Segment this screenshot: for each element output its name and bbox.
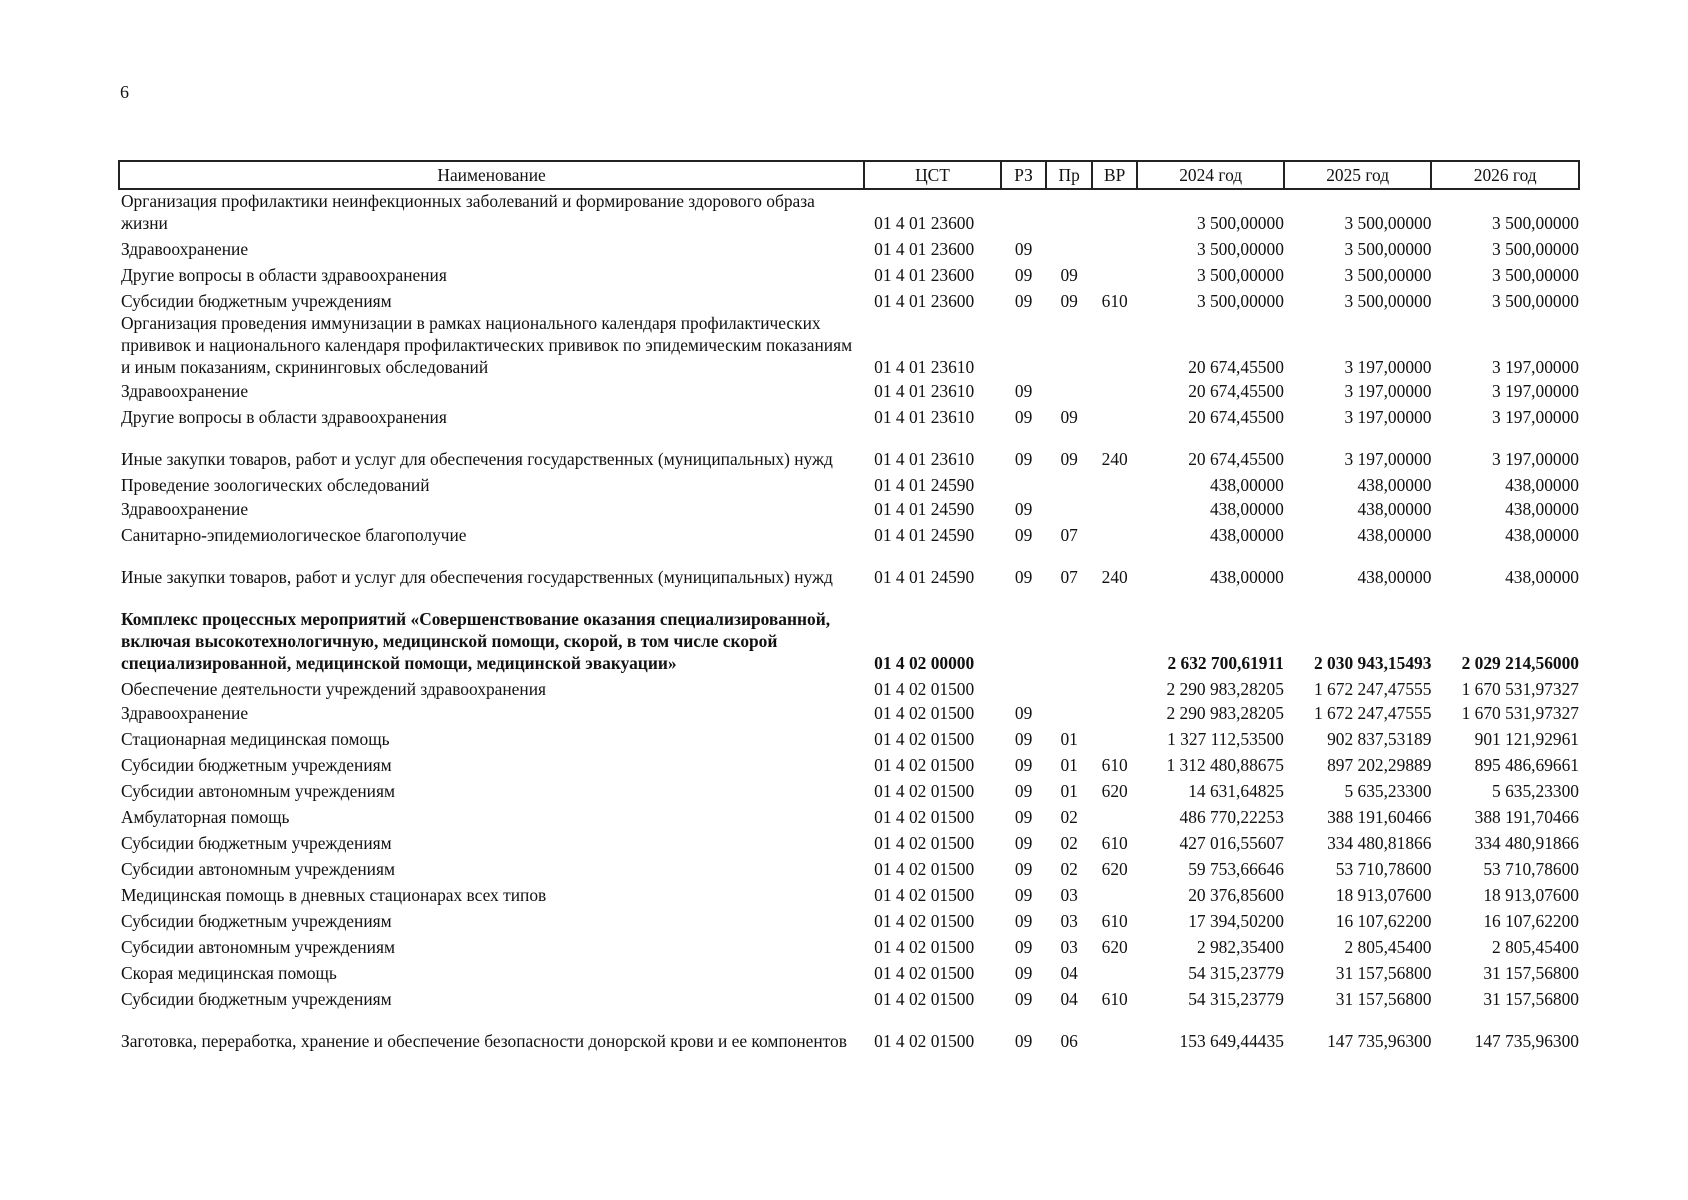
row-pr <box>1046 189 1092 234</box>
table-body <box>119 189 1579 1052</box>
row-name: Здравоохранение <box>121 499 249 519</box>
row-vr <box>1092 496 1138 520</box>
row-name: Субсидии автономным учреждениям <box>121 937 395 957</box>
row-vr: 610 <box>1101 989 1128 1009</box>
row-2026: 18 913,07600 <box>1483 885 1579 905</box>
row-pr <box>1046 674 1092 700</box>
table-row <box>119 428 1579 470</box>
row-2026: 438,00000 <box>1505 499 1579 519</box>
table-row <box>119 880 1579 906</box>
row-cst: 01 4 02 01500 <box>874 807 975 827</box>
row-2026: 901 121,92961 <box>1474 729 1579 749</box>
row-rz: 09 <box>1014 833 1033 853</box>
row-cst: 01 4 02 01500 <box>874 729 975 749</box>
row-2025: 16 107,62200 <box>1335 911 1432 931</box>
row-2025: 3 197,00000 <box>1344 449 1432 469</box>
row-name: Амбулаторная помощь <box>121 807 290 827</box>
header-2024: 2024 год <box>1137 161 1283 189</box>
row-2026: 31 157,56800 <box>1483 963 1579 983</box>
row-2024: 20 674,45500 <box>1188 381 1284 401</box>
row-2026: 3 500,00000 <box>1492 213 1579 233</box>
row-pr: 09 <box>1060 407 1078 427</box>
row-vr <box>1092 234 1138 260</box>
row-rz: 09 <box>1014 989 1033 1009</box>
row-pr: 04 <box>1060 963 1078 983</box>
row-cst: 01 4 01 23610 <box>874 381 975 401</box>
row-pr: 03 <box>1060 937 1078 957</box>
row-name: Комплекс процессных мероприятий «Совершенствование оказания специализированной, включая высокотехнологичную, медицинской помощи, скорой, в том числе скорой специализированной, медицинской помощи, медицинской эвакуации» <box>121 609 831 673</box>
row-rz <box>1001 470 1047 496</box>
table-row <box>119 674 1579 700</box>
row-vr <box>1092 880 1138 906</box>
row-vr <box>1092 588 1138 674</box>
table-header-row <box>119 161 1579 189</box>
row-vr <box>1092 724 1138 750</box>
header-pr: Пр <box>1046 161 1092 189</box>
row-2025: 438,00000 <box>1357 475 1432 495</box>
row-2024: 59 753,66646 <box>1188 859 1284 879</box>
table-row <box>119 520 1579 546</box>
table-row <box>119 958 1579 984</box>
row-2026: 3 500,00000 <box>1492 265 1579 285</box>
table-row <box>119 750 1579 776</box>
row-pr: 07 <box>1060 525 1078 545</box>
table-row <box>119 776 1579 802</box>
row-2024: 2 632 700,61911 <box>1167 653 1284 673</box>
table-row <box>119 828 1579 854</box>
row-2025: 897 202,29889 <box>1327 755 1432 775</box>
table-row <box>119 546 1579 588</box>
row-cst: 01 4 02 01500 <box>874 833 975 853</box>
row-cst: 01 4 02 01500 <box>874 989 975 1009</box>
row-vr: 610 <box>1101 833 1128 853</box>
row-rz: 09 <box>1014 499 1033 519</box>
row-vr <box>1092 674 1138 700</box>
row-2024: 2 290 983,28205 <box>1166 679 1284 699</box>
row-2026: 388 191,70466 <box>1474 807 1579 827</box>
header-vr: ВР <box>1092 161 1138 189</box>
row-name: Санитарно-эпидемиологическое благополучие <box>121 525 467 545</box>
row-name: Скорая медицинская помощь <box>121 963 337 983</box>
row-name: Субсидии бюджетным учреждениям <box>121 291 392 311</box>
row-2026: 3 197,00000 <box>1492 381 1579 401</box>
row-rz: 09 <box>1014 291 1033 311</box>
row-2025: 5 635,23300 <box>1344 781 1432 801</box>
row-rz: 09 <box>1014 937 1033 957</box>
row-2026: 334 480,91866 <box>1474 833 1579 853</box>
row-rz: 09 <box>1014 807 1033 827</box>
row-name: Стационарная медицинская помощь <box>121 729 390 749</box>
row-cst: 01 4 02 01500 <box>874 703 975 723</box>
row-2026: 3 500,00000 <box>1492 239 1579 259</box>
row-2024: 14 631,64825 <box>1188 781 1284 801</box>
row-rz: 09 <box>1014 885 1033 905</box>
row-cst: 01 4 01 23610 <box>874 449 975 469</box>
header-2026: 2026 год <box>1431 161 1579 189</box>
row-vr <box>1092 260 1138 286</box>
row-rz: 09 <box>1014 567 1033 587</box>
row-name: Медицинская помощь в дневных стационарах всех типов <box>121 885 547 905</box>
row-2024: 3 500,00000 <box>1196 291 1284 311</box>
row-2024: 438,00000 <box>1209 499 1284 519</box>
row-cst: 01 4 02 01500 <box>874 755 975 775</box>
table-row <box>119 700 1579 724</box>
row-2026: 438,00000 <box>1505 475 1579 495</box>
row-rz: 09 <box>1014 703 1033 723</box>
row-rz: 09 <box>1014 381 1033 401</box>
table-row <box>119 724 1579 750</box>
row-vr: 610 <box>1101 911 1128 931</box>
row-2024: 54 315,23779 <box>1188 963 1284 983</box>
row-cst: 01 4 02 01500 <box>874 1031 975 1051</box>
row-2025: 3 197,00000 <box>1344 407 1432 427</box>
row-2025: 18 913,07600 <box>1335 885 1432 905</box>
row-2026: 147 735,96300 <box>1474 1031 1579 1051</box>
row-vr: 610 <box>1101 755 1128 775</box>
row-pr <box>1046 588 1092 674</box>
header-rz: РЗ <box>1001 161 1047 189</box>
row-pr: 01 <box>1060 755 1078 775</box>
row-2025: 438,00000 <box>1357 525 1432 545</box>
table-row <box>119 234 1579 260</box>
row-name: Здравоохранение <box>121 239 249 259</box>
table-row <box>119 312 1579 378</box>
row-rz <box>1001 312 1047 378</box>
row-cst: 01 4 01 24590 <box>874 567 975 587</box>
row-name: Субсидии бюджетным учреждениям <box>121 911 392 931</box>
table-row <box>119 470 1579 496</box>
row-cst: 01 4 02 01500 <box>874 885 975 905</box>
row-vr: 240 <box>1101 449 1128 469</box>
row-name: Другие вопросы в области здравоохранения <box>121 265 447 285</box>
row-2025: 438,00000 <box>1357 499 1432 519</box>
row-name: Другие вопросы в области здравоохранения <box>121 407 447 427</box>
table-row <box>119 854 1579 880</box>
row-vr <box>1092 700 1138 724</box>
row-2026: 3 197,00000 <box>1492 407 1579 427</box>
row-pr <box>1046 470 1092 496</box>
row-rz: 09 <box>1014 963 1033 983</box>
row-rz: 09 <box>1014 449 1033 469</box>
row-pr <box>1046 312 1092 378</box>
row-rz: 09 <box>1014 911 1033 931</box>
row-2024: 3 500,00000 <box>1196 265 1284 285</box>
row-cst: 01 4 01 23600 <box>874 239 975 259</box>
row-pr: 09 <box>1060 449 1078 469</box>
row-name: Заготовка, переработка, хранение и обеспечение безопасности донорской крови и ее компонентов <box>121 1031 847 1051</box>
row-name: Субсидии автономным учреждениям <box>121 859 395 879</box>
row-2026: 438,00000 <box>1505 525 1579 545</box>
row-cst: 01 4 01 23610 <box>874 357 975 377</box>
row-rz: 09 <box>1014 265 1033 285</box>
table-row <box>119 402 1579 428</box>
row-name: Организация проведения иммунизации в рамках национального календаря профилактических прививок и национального календаря профилактических прививок по эпидемическим показаниям и иным показаниям, скрининговых обследований <box>121 313 853 377</box>
row-2024: 20 674,45500 <box>1188 449 1284 469</box>
row-2025: 902 837,53189 <box>1327 729 1432 749</box>
row-2024: 1 312 480,88675 <box>1166 755 1284 775</box>
row-2025: 388 191,60466 <box>1327 807 1432 827</box>
row-cst: 01 4 01 24590 <box>874 475 975 495</box>
row-2024: 17 394,50200 <box>1188 911 1284 931</box>
row-2026: 53 710,78600 <box>1483 859 1579 879</box>
table-row <box>119 189 1579 234</box>
row-vr <box>1092 402 1138 428</box>
row-pr: 09 <box>1060 291 1078 311</box>
table-row <box>119 1010 1579 1052</box>
row-vr <box>1092 1010 1138 1052</box>
row-name: Здравоохранение <box>121 703 249 723</box>
row-rz <box>1001 189 1047 234</box>
row-rz: 09 <box>1014 859 1033 879</box>
row-2024: 486 770,22253 <box>1179 807 1284 827</box>
row-vr <box>1092 520 1138 546</box>
row-2026: 895 486,69661 <box>1474 755 1579 775</box>
row-pr: 01 <box>1060 781 1078 801</box>
row-2024: 54 315,23779 <box>1188 989 1284 1009</box>
row-name: Проведение зоологических обследований <box>121 475 430 495</box>
row-cst: 01 4 01 24590 <box>874 525 975 545</box>
row-vr: 620 <box>1101 937 1128 957</box>
row-2025: 3 500,00000 <box>1344 239 1432 259</box>
row-cst: 01 4 01 23600 <box>874 291 975 311</box>
row-2026: 5 635,23300 <box>1492 781 1579 801</box>
row-name: Субсидии бюджетным учреждениям <box>121 989 392 1009</box>
row-pr: 09 <box>1060 265 1078 285</box>
row-pr <box>1046 378 1092 402</box>
row-name: Иные закупки товаров, работ и услуг для обеспечения государственных (муниципальных) нужд <box>121 449 833 469</box>
page-number: 6 <box>120 82 129 102</box>
row-name: Организация профилактики неинфекционных заболеваний и формирование здорового образа жизни <box>121 191 815 233</box>
row-2025: 3 500,00000 <box>1344 213 1432 233</box>
row-2024: 3 500,00000 <box>1196 239 1284 259</box>
header-2025: 2025 год <box>1284 161 1432 189</box>
row-cst: 01 4 02 01500 <box>874 679 975 699</box>
row-2026: 3 500,00000 <box>1492 291 1579 311</box>
table-row <box>119 932 1579 958</box>
row-rz: 09 <box>1014 407 1033 427</box>
header-cst: ЦСТ <box>864 161 1001 189</box>
row-rz: 09 <box>1014 525 1033 545</box>
row-2025: 1 672 247,47555 <box>1314 703 1432 723</box>
row-vr <box>1092 470 1138 496</box>
row-pr: 02 <box>1060 833 1078 853</box>
row-cst: 01 4 02 01500 <box>874 859 975 879</box>
row-name: Субсидии бюджетным учреждениям <box>121 755 392 775</box>
row-vr <box>1092 312 1138 378</box>
row-2024: 438,00000 <box>1209 525 1284 545</box>
row-cst: 01 4 01 23600 <box>874 213 975 233</box>
row-2024: 1 327 112,53500 <box>1167 729 1284 749</box>
row-2024: 20 674,45500 <box>1188 357 1284 377</box>
row-rz: 09 <box>1014 781 1033 801</box>
row-cst: 01 4 02 01500 <box>874 963 975 983</box>
row-pr: 02 <box>1060 807 1078 827</box>
row-2025: 3 197,00000 <box>1344 357 1432 377</box>
row-vr: 620 <box>1101 781 1128 801</box>
row-vr: 610 <box>1101 291 1128 311</box>
row-2025: 3 500,00000 <box>1344 265 1432 285</box>
row-2026: 31 157,56800 <box>1483 989 1579 1009</box>
row-cst: 01 4 02 01500 <box>874 781 975 801</box>
row-pr: 06 <box>1060 1031 1078 1051</box>
row-vr <box>1092 958 1138 984</box>
row-pr: 02 <box>1060 859 1078 879</box>
row-2025: 2 805,45400 <box>1344 937 1432 957</box>
row-name: Субсидии бюджетным учреждениям <box>121 833 392 853</box>
row-2025: 438,00000 <box>1357 567 1432 587</box>
row-2025: 334 480,81866 <box>1327 833 1432 853</box>
row-name: Здравоохранение <box>121 381 249 401</box>
row-name: Обеспечение деятельности учреждений здравоохранения <box>121 679 547 699</box>
row-vr: 240 <box>1101 567 1128 587</box>
row-2024: 20 674,45500 <box>1188 407 1284 427</box>
row-2025: 3 500,00000 <box>1344 291 1432 311</box>
row-pr: 03 <box>1060 885 1078 905</box>
row-2025: 2 030 943,15493 <box>1314 653 1432 673</box>
row-2024: 3 500,00000 <box>1196 213 1284 233</box>
row-pr <box>1046 496 1092 520</box>
table-row <box>119 802 1579 828</box>
row-rz: 09 <box>1014 729 1033 749</box>
row-vr <box>1092 189 1138 234</box>
row-pr: 07 <box>1060 567 1078 587</box>
header-name: Наименование <box>119 161 864 189</box>
row-pr: 03 <box>1060 911 1078 931</box>
row-2026: 2 029 214,56000 <box>1461 653 1579 673</box>
row-pr <box>1046 700 1092 724</box>
row-2025: 3 197,00000 <box>1344 381 1432 401</box>
row-cst: 01 4 01 24590 <box>874 499 975 519</box>
row-pr <box>1046 234 1092 260</box>
row-2025: 31 157,56800 <box>1335 989 1432 1009</box>
row-rz: 09 <box>1014 1031 1033 1051</box>
row-2024: 2 982,35400 <box>1196 937 1284 957</box>
row-2024: 153 649,44435 <box>1179 1031 1284 1051</box>
row-cst: 01 4 01 23610 <box>874 407 975 427</box>
row-2026: 1 670 531,97327 <box>1461 703 1579 723</box>
row-2025: 147 735,96300 <box>1327 1031 1432 1051</box>
row-2025: 31 157,56800 <box>1335 963 1432 983</box>
row-rz: 09 <box>1014 239 1033 259</box>
table-row <box>119 496 1579 520</box>
table-row <box>119 588 1579 674</box>
row-2024: 438,00000 <box>1209 475 1284 495</box>
row-rz: 09 <box>1014 755 1033 775</box>
row-2024: 20 376,85600 <box>1188 885 1284 905</box>
row-rz <box>1001 674 1047 700</box>
row-vr: 620 <box>1101 859 1128 879</box>
row-2026: 3 197,00000 <box>1492 449 1579 469</box>
row-rz <box>1001 588 1047 674</box>
row-cst: 01 4 02 00000 <box>874 653 975 673</box>
row-2025: 53 710,78600 <box>1335 859 1432 879</box>
row-pr: 01 <box>1060 729 1078 749</box>
row-2026: 16 107,62200 <box>1483 911 1579 931</box>
row-2026: 438,00000 <box>1505 567 1579 587</box>
row-2025: 1 672 247,47555 <box>1314 679 1432 699</box>
row-2026: 2 805,45400 <box>1492 937 1579 957</box>
table-row <box>119 378 1579 402</box>
row-cst: 01 4 02 01500 <box>874 937 975 957</box>
table-row <box>119 906 1579 932</box>
row-cst: 01 4 02 01500 <box>874 911 975 931</box>
row-2024: 2 290 983,28205 <box>1166 703 1284 723</box>
table-row <box>119 286 1579 312</box>
row-2024: 427 016,55607 <box>1179 833 1284 853</box>
budget-table <box>118 160 1580 1052</box>
row-vr <box>1092 802 1138 828</box>
row-2026: 1 670 531,97327 <box>1461 679 1579 699</box>
row-name: Субсидии автономным учреждениям <box>121 781 395 801</box>
row-2024: 438,00000 <box>1209 567 1284 587</box>
table-row <box>119 984 1579 1010</box>
row-name: Иные закупки товаров, работ и услуг для обеспечения государственных (муниципальных) нужд <box>121 567 833 587</box>
row-2026: 3 197,00000 <box>1492 357 1579 377</box>
row-cst: 01 4 01 23600 <box>874 265 975 285</box>
row-pr: 04 <box>1060 989 1078 1009</box>
table-row <box>119 260 1579 286</box>
row-vr <box>1092 378 1138 402</box>
